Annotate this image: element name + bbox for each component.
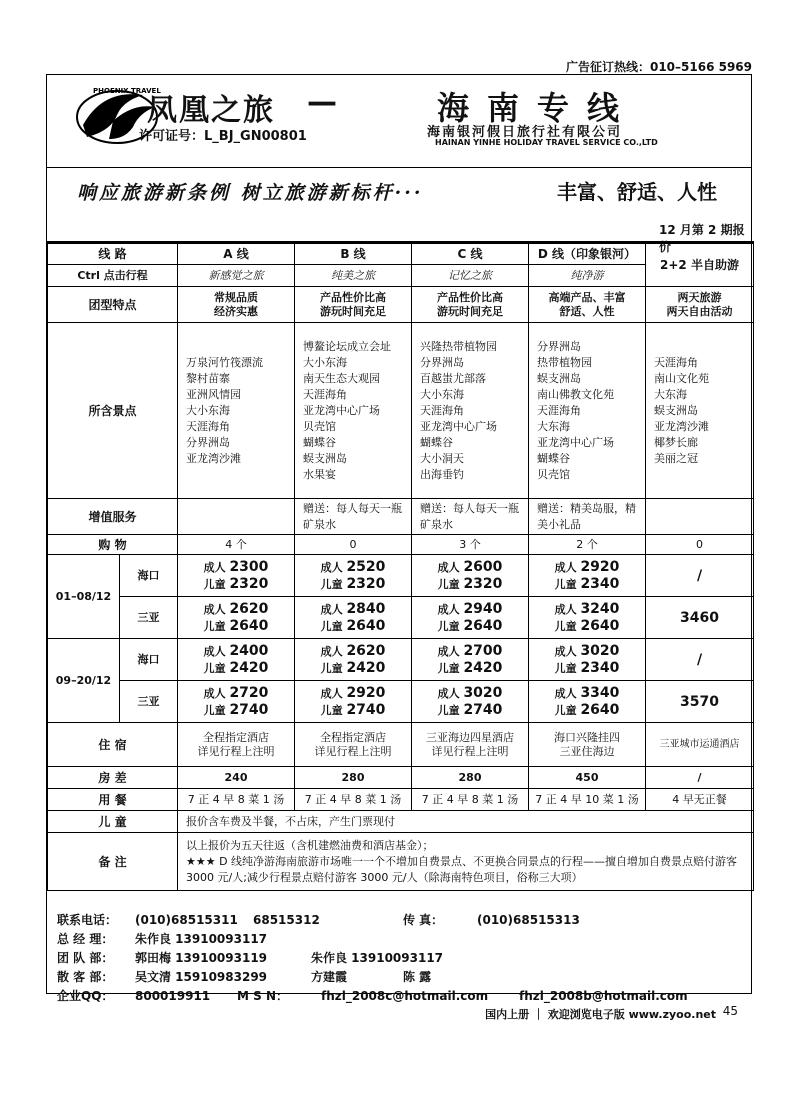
adult-price: 2600 — [463, 558, 503, 575]
room-cell: / — [646, 767, 754, 789]
route-a-sub: 新感觉之旅 — [178, 265, 295, 287]
route-b-sub: 纯美之旅 — [295, 265, 412, 287]
stay-cell: 全程指定酒店 详见行程上注明 — [295, 723, 412, 767]
fit-contact[interactable]: 陈 露 — [403, 970, 432, 984]
child-price: 2420 — [463, 659, 503, 676]
route-label: 线 路 — [48, 243, 178, 265]
price-cell — [529, 681, 646, 723]
route-c-name[interactable]: C 线 — [412, 243, 529, 265]
price-cell — [178, 639, 295, 681]
adult-price: 2300 — [229, 558, 269, 575]
group-cell: 产品性价比高 游玩时间充足 — [295, 287, 412, 323]
child-price: 2740 — [346, 701, 386, 718]
semi-price: 3460 — [646, 597, 754, 639]
child-price: 2340 — [580, 659, 620, 676]
fit-contact[interactable]: 方建霞 — [311, 970, 348, 984]
stay-cell: 海口兴隆挂四 三亚住海边 — [529, 723, 646, 767]
child-prefix: 儿童 — [203, 577, 230, 591]
route-d-name[interactable]: D 线（印象银河） — [529, 243, 646, 265]
child-price: 2320 — [463, 575, 503, 592]
remark-row — [48, 833, 754, 891]
child-prefix: 儿童 — [203, 619, 230, 633]
company-name-cn: 海南银河假日旅行社有限公司 — [427, 125, 623, 140]
slogan: 响应旅游新条例 树立旅游新标杆··· — [77, 182, 424, 204]
page-number: 45 — [722, 1004, 738, 1018]
spots-row — [48, 323, 754, 499]
group-cell: 两天旅游 两天自由活动 — [646, 287, 754, 323]
child-prefix: 儿童 — [320, 661, 347, 675]
child-prefix: 儿童 — [437, 703, 464, 717]
price-cell — [412, 597, 529, 639]
price-city: 海口 — [120, 555, 178, 597]
child-prefix: 儿童 — [554, 619, 581, 633]
spots-cell: 兴隆热带植物园 分界洲岛 百越蚩尤部落 大小东海 天涯海角 亚龙湾中心广场 蝴蝶谷 大小洞天 出海垂钓 — [412, 323, 529, 499]
child-price: 2420 — [346, 659, 386, 676]
adult-price: 2720 — [229, 684, 269, 701]
adult-price: 3020 — [463, 684, 503, 701]
route-b-name[interactable]: B 线 — [295, 243, 412, 265]
ad-hotline: 广告征订热线：010–5166 5969 — [565, 60, 752, 74]
title-dash: — — [307, 85, 337, 120]
quote-period: 12 月第 2 期报价 — [659, 223, 745, 254]
msn-label: M S N： — [237, 989, 288, 1003]
logo-lettering: PHOENIX TRAVEL — [93, 87, 161, 95]
child-prefix: 儿童 — [437, 619, 464, 633]
child-price: 2640 — [346, 617, 386, 634]
shop-cell: 4 个 — [178, 535, 295, 555]
price-cell — [295, 555, 412, 597]
child-price: 2420 — [229, 659, 269, 676]
remark-line: ★★★ D 线纯净游海南旅游市场唯一一个不增加自费景点、不更换合同景点的行程——擅自增加自费景点赔付游客 3000 元/人;减少行程景点赔付游客 3000 元/人（除海南特色项目，俗称三大项） — [186, 854, 738, 884]
adult-price: 3240 — [580, 600, 620, 617]
adult-prefix: 成人 — [437, 686, 464, 700]
room-cell: 280 — [295, 767, 412, 789]
header — [47, 75, 751, 168]
price-cell — [178, 555, 295, 597]
room-cell: 280 — [412, 767, 529, 789]
meal-cell: 7 正 4 早 10 菜 1 汤 — [529, 789, 646, 811]
adult-prefix: 成人 — [437, 602, 464, 616]
adult-price: 3020 — [580, 642, 620, 659]
adult-prefix: 成人 — [554, 560, 581, 574]
team-contact[interactable]: 朱作良 13910093117 — [311, 951, 444, 965]
route-d-sub: 纯净游 — [529, 265, 646, 287]
room-row — [48, 767, 754, 789]
child-prefix: 儿童 — [203, 703, 230, 717]
adult-price: 2940 — [463, 600, 503, 617]
price-dates: 01–08/12 — [48, 555, 120, 639]
price-row — [48, 639, 754, 681]
price-cell — [529, 555, 646, 597]
spots-cell: 分界洲岛 热带植物园 蜈支洲岛 南山佛教文化苑 天涯海角 大东海 亚龙湾中心广场 蝴蝶谷 贝壳馆 — [529, 323, 646, 499]
fax-label: 传 真： — [403, 913, 444, 927]
price-cell — [412, 681, 529, 723]
price-cell — [295, 639, 412, 681]
value-cell — [646, 499, 754, 535]
phone-number[interactable]: 68515312 — [253, 913, 320, 927]
team-contact[interactable]: 郭田梅 13910093119 — [135, 951, 268, 965]
adult-prefix: 成人 — [320, 686, 347, 700]
price-row — [48, 681, 754, 723]
adult-price: 3340 — [580, 684, 620, 701]
room-cell: 240 — [178, 767, 295, 789]
price-city: 海口 — [120, 639, 178, 681]
phone-number[interactable]: (010)68515311 — [135, 913, 238, 927]
semi-price: / — [646, 555, 754, 597]
adult-prefix: 成人 — [554, 644, 581, 658]
adult-price: 2920 — [346, 684, 386, 701]
child-price: 2640 — [580, 701, 620, 718]
price-cell — [178, 597, 295, 639]
value-label: 增值服务 — [48, 499, 178, 535]
adult-price: 2620 — [229, 600, 269, 617]
phone-label: 联系电话： — [57, 913, 118, 927]
price-cell — [412, 555, 529, 597]
price-cell — [529, 597, 646, 639]
semi-price: / — [646, 639, 754, 681]
price-cell — [295, 597, 412, 639]
ad-frame — [46, 74, 752, 1003]
brand-name: 凤凰之旅 — [147, 93, 275, 128]
shop-label: 购 物 — [48, 535, 178, 555]
adult-price: 2840 — [346, 600, 386, 617]
footer-text — [485, 1006, 716, 1022]
child-prefix: 儿童 — [203, 661, 230, 675]
child-price: 2740 — [229, 701, 269, 718]
stay-cell: 三亚城市运通酒店 — [646, 723, 754, 767]
price-city: 三亚 — [120, 597, 178, 639]
stay-cell: 三亚海边四星酒店 详见行程上注明 — [412, 723, 529, 767]
value-row — [48, 499, 754, 535]
adult-prefix: 成人 — [320, 560, 347, 574]
adult-prefix: 成人 — [437, 560, 464, 574]
remark-label: 备 注 — [48, 833, 178, 891]
semi-price: 3570 — [646, 681, 754, 723]
child-price: 2640 — [463, 617, 503, 634]
price-cell — [295, 681, 412, 723]
value-cell: 赠送：每人每天一瓶矿泉水 — [295, 499, 412, 535]
shop-cell: 0 — [646, 535, 754, 555]
child-price: 2640 — [229, 617, 269, 634]
route-header-row — [48, 243, 754, 265]
footer-site[interactable]: 国内上册 ｜ 欢迎浏览电子版 www.zyoo.net — [485, 1008, 716, 1021]
price-table — [47, 241, 754, 891]
msn-address[interactable]: fhzl_2008b@hotmail.com — [519, 989, 688, 1003]
child-prefix: 儿童 — [554, 577, 581, 591]
fit-contact[interactable]: 吴文清 15910983299 — [135, 970, 268, 984]
child-price: 2740 — [463, 701, 503, 718]
value-cell: 赠送：每人每天一瓶矿泉水 — [412, 499, 529, 535]
group-cell: 高端产品、丰富 舒适、人性 — [529, 287, 646, 323]
adult-prefix: 成人 — [320, 644, 347, 658]
spots-cell: 博鳌论坛成立会址 大小东海 南天生态大观园 天涯海角 亚龙湾中心广场 贝壳馆 蝴蝶谷 蜈支洲岛 水果宴 — [295, 323, 412, 499]
qq-number[interactable]: 800019911 — [135, 989, 211, 1003]
msn-address[interactable]: fhzl_2008c@hotmail.com — [321, 989, 489, 1003]
meal-label: 用 餐 — [48, 789, 178, 811]
adult-prefix: 成人 — [203, 560, 230, 574]
adult-price: 2920 — [580, 558, 620, 575]
adult-prefix: 成人 — [320, 602, 347, 616]
stay-label: 住 宿 — [48, 723, 178, 767]
child-label: 儿 童 — [48, 811, 178, 833]
adult-price: 2620 — [346, 642, 386, 659]
child-price: 2320 — [346, 575, 386, 592]
remark-cell — [178, 833, 754, 891]
company-name-en: HAINAN YINHE HOLIDAY TRAVEL SERVICE CO.,LTD — [435, 138, 658, 147]
adult-prefix: 成人 — [203, 602, 230, 616]
child-prefix: 儿童 — [437, 661, 464, 675]
gm-label: 总 经 理： — [57, 932, 114, 946]
group-label: 团型特点 — [48, 287, 178, 323]
meal-cell: 7 正 4 早 8 菜 1 汤 — [295, 789, 412, 811]
team-label: 团 队 部： — [57, 951, 114, 965]
shop-cell: 3 个 — [412, 535, 529, 555]
adult-prefix: 成人 — [203, 686, 230, 700]
stay-row — [48, 723, 754, 767]
child-prefix: 儿童 — [437, 577, 464, 591]
value-cell: 赠送：精美岛服，精美小礼品 — [529, 499, 646, 535]
child-prefix: 儿童 — [320, 619, 347, 633]
route-a-name[interactable]: A 线 — [178, 243, 295, 265]
fax-number[interactable]: (010)68515313 — [477, 913, 580, 927]
child-note: 报价含车费及半餐，不占床，产生门票现付 — [178, 811, 754, 833]
price-cell — [412, 639, 529, 681]
line-title: 海南专线 — [437, 89, 638, 127]
price-row — [48, 555, 754, 597]
child-row — [48, 811, 754, 833]
adult-price: 2400 — [229, 642, 269, 659]
route-semi-name[interactable]: 2+2 半自助游 — [646, 243, 754, 287]
meal-row — [48, 789, 754, 811]
adult-price: 2700 — [463, 642, 503, 659]
child-prefix: 儿童 — [320, 703, 347, 717]
shop-cell: 0 — [295, 535, 412, 555]
license-number: 许可证号：L_BJ_GN00801 — [139, 129, 307, 144]
spots-label: 所含景点 — [48, 323, 178, 499]
price-dates: 09–20/12 — [48, 639, 120, 723]
room-label: 房 差 — [48, 767, 178, 789]
adult-price: 2520 — [346, 558, 386, 575]
group-row — [48, 287, 754, 323]
qq-label: 企业QQ： — [57, 989, 114, 1003]
price-cell — [178, 681, 295, 723]
remark-line: 以上报价为五天往返（含机建燃油费和酒店基金）； — [186, 838, 434, 852]
gm-contact[interactable]: 朱作良 13910093117 — [135, 932, 268, 946]
child-price: 2640 — [580, 617, 620, 634]
spots-cell: 天涯海角 南山文化苑 大东海 蜈支洲岛 亚龙湾沙滩 椰梦长廊 美丽之冠 — [646, 323, 754, 499]
adult-prefix: 成人 — [554, 602, 581, 616]
child-prefix: 儿童 — [554, 703, 581, 717]
adult-prefix: 成人 — [437, 644, 464, 658]
adult-prefix: 成人 — [203, 644, 230, 658]
meal-cell: 4 早无正餐 — [646, 789, 754, 811]
shop-row — [48, 535, 754, 555]
value-cell — [178, 499, 295, 535]
meal-cell: 7 正 4 早 8 菜 1 汤 — [178, 789, 295, 811]
price-city: 三亚 — [120, 681, 178, 723]
spots-cell: 万泉河竹筏漂流 黎村苗寨 亚洲风情园 大小东海 天涯海角 分界洲岛 亚龙湾沙滩 — [178, 323, 295, 499]
child-prefix: 儿童 — [320, 577, 347, 591]
group-cell: 产品性价比高 游玩时间充足 — [412, 287, 529, 323]
stay-cell: 全程指定酒店 详见行程上注明 — [178, 723, 295, 767]
route-c-sub: 记忆之旅 — [412, 265, 529, 287]
price-cell — [529, 639, 646, 681]
child-price: 2340 — [580, 575, 620, 592]
tagline: 丰富、舒适、人性 — [557, 180, 717, 204]
adult-prefix: 成人 — [554, 686, 581, 700]
group-cell: 常规品质 经济实惠 — [178, 287, 295, 323]
fit-label: 散 客 部： — [57, 970, 114, 984]
room-cell: 450 — [529, 767, 646, 789]
child-prefix: 儿童 — [554, 661, 581, 675]
meal-cell: 7 正 4 早 8 菜 1 汤 — [412, 789, 529, 811]
price-row — [48, 597, 754, 639]
shop-cell: 2 个 — [529, 535, 646, 555]
route-ctrl-hint: Ctrl 点击行程 — [48, 265, 178, 287]
child-price: 2320 — [229, 575, 269, 592]
